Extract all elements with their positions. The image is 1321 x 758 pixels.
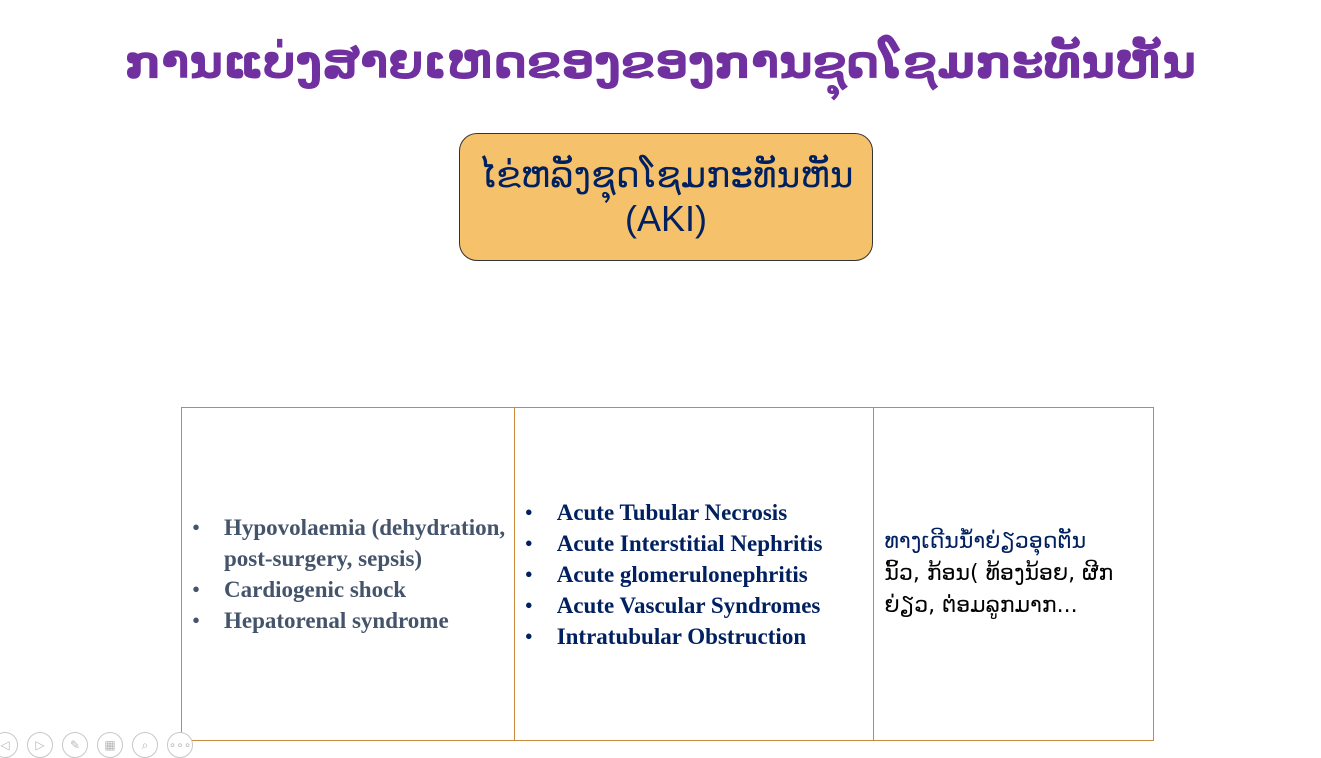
presentation-toolbar — [0, 732, 193, 758]
zoom-icon[interactable]: ⌕ — [132, 732, 158, 758]
aki-box — [459, 133, 873, 261]
more-icon[interactable]: ∘∘∘ — [167, 732, 193, 758]
causes-table — [181, 407, 1154, 741]
list-item: • Acute Interstitial Nephritis — [557, 528, 874, 559]
renal-cell — [514, 408, 874, 741]
list-item: • Acute glomerulonephritis — [557, 559, 874, 590]
postrenal-text — [874, 526, 1153, 622]
prerenal-list — [182, 512, 514, 636]
postrenal-cell — [874, 408, 1154, 741]
pen-icon[interactable]: ✎ — [62, 732, 88, 758]
renal-list — [515, 497, 874, 652]
play-icon[interactable]: ▷ — [27, 732, 53, 758]
prerenal-cell — [182, 408, 515, 741]
list-item: • Acute Vascular Syndromes — [557, 590, 874, 621]
previous-icon[interactable]: ◁ — [0, 732, 18, 758]
aki-box-line2: (AKI) — [624, 198, 707, 239]
slides-grid-icon[interactable]: ▦ — [97, 732, 123, 758]
aki-box-line1: ໄຂ່ຫລັງຊຸດໂຊມກະທັນຫັນ — [478, 154, 854, 195]
slide-title: ການແບ່ງສາຍເຫດຂອງຂອງການຊຸດໂຊມກະທັນຫັນ — [124, 35, 1197, 89]
postrenal-line1: ທາງເດີນນໍ້າຍ່ຽວອຸດຕັນ — [884, 529, 1087, 554]
list-item: • Hypovolaemia (dehydration, post-surgery, sepsis) — [224, 512, 506, 574]
list-item: • Acute Tubular Necrosis — [557, 497, 874, 528]
postrenal-line3: ຍ່ຽວ, ຕ່ອມລູກມາກ... — [884, 593, 1078, 618]
list-item: • Intratubular Obstruction — [557, 621, 874, 652]
postrenal-line2: ນິ້ວ, ກ້ອນ( ທ້ອງນ້ອຍ, ຜີກ — [884, 561, 1114, 586]
list-item: • Hepatorenal syndrome — [224, 605, 506, 636]
list-item: • Cardiogenic shock — [224, 574, 506, 605]
table-row — [182, 408, 1154, 741]
